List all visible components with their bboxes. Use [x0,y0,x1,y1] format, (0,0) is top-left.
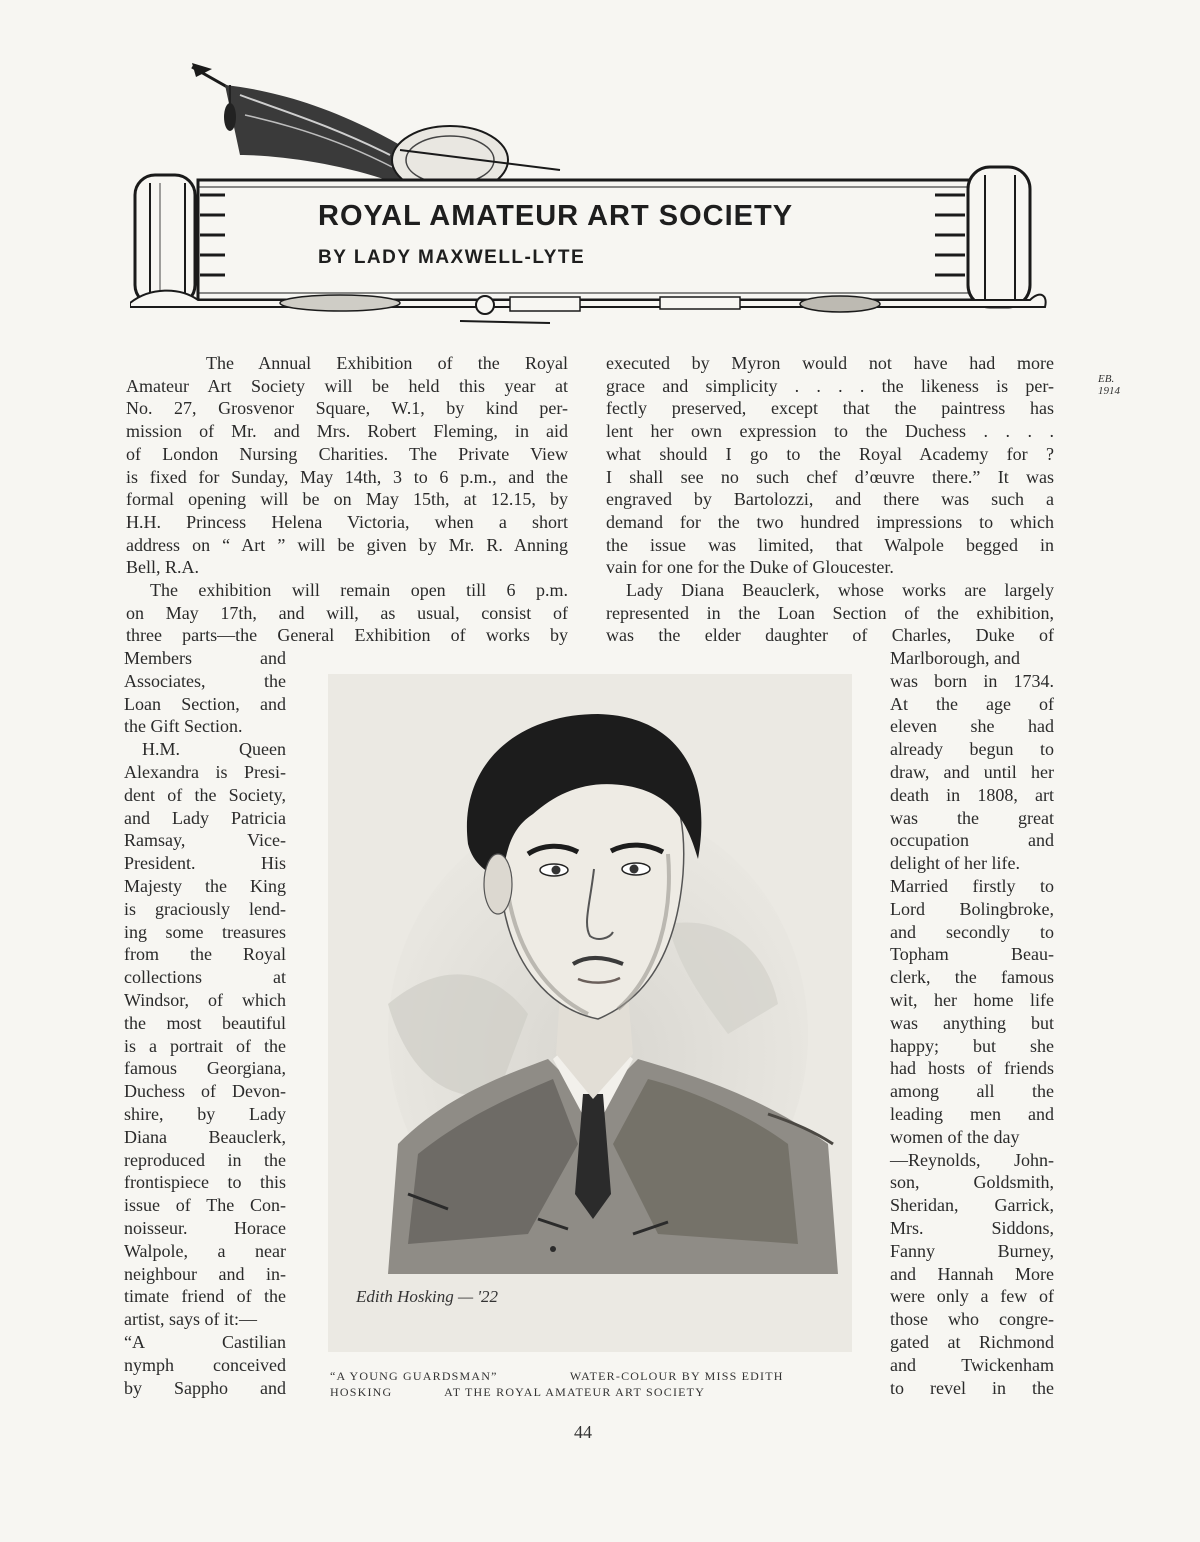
text-line: draw, and until her [890,761,1054,782]
text-line: Marlborough, and [890,648,1020,668]
text-line: clerk, the famous [890,967,1054,988]
text-line: H.H. Princess Helena Victoria, when a short [126,511,568,532]
caption-artist: HOSKING [330,1385,393,1399]
young-guardsman-watercolour [328,674,852,1352]
text-line: fectly preserved, except that the paintress has [606,398,1054,419]
caption-credit: WATER-COLOUR BY MISS EDITH [569,1369,784,1383]
text-line: Ramsay, Vice- [124,830,286,851]
text-line: the most beautiful [124,1012,286,1033]
text-line: and Lady Patricia [124,807,286,828]
text-line: mission of Mr. and Mrs. Robert Fleming, in aid [126,421,568,442]
text-line: the issue was limited, that Walpole begged in [606,534,1054,555]
left-wrap-text [124,647,286,1399]
paragraph-2 [126,579,568,647]
text-line: shire, by Lady [124,1103,286,1124]
page-number: 44 [574,1422,592,1442]
text-line: among all the [890,1081,1054,1102]
text-line: timate friend of the [124,1286,286,1307]
text-line: artist, says of it:— [124,1309,257,1330]
text-line: frontispiece to this [124,1172,286,1193]
text-line: Lord Bolingbroke, [890,898,1054,919]
text-line: three parts—the General Exhibition of works by [126,625,568,646]
text-line: collections at [124,967,286,988]
text-line: formal opening will be on May 15th, at 12.15, by [126,489,568,510]
right-wrap-text [890,647,1054,1399]
text-line: Sheridan, Garrick, [890,1195,1054,1216]
text-line: demand for the two hundred impressions to which [606,511,1054,532]
left-column-text [126,352,568,647]
text-line: Duchess of Devon- [124,1081,286,1102]
text-line: eleven she had [890,716,1054,737]
text-line: Majesty the King [124,875,286,896]
text-line: already begun to [890,739,1054,760]
text-line: occupation and [890,830,1054,851]
text-line: what should I go to the Royal Academy for ? [606,443,1054,464]
text-line: nymph conceived [124,1354,286,1375]
caption-line-2 [330,1384,850,1400]
text-line: happy; but she [890,1035,1054,1056]
paragraph-3 [606,352,1054,579]
text-line: son, Goldsmith, [890,1172,1054,1193]
text-line: Married firstly to [890,875,1054,896]
text-line: is graciously lend- [124,898,286,919]
text-line: and Hannah More [890,1263,1054,1284]
text-line: Fanny Burney, [890,1240,1054,1261]
text-line: were only a few of [890,1286,1054,1307]
text-line: Topham Beau- [890,944,1054,965]
text-line: I shall see no such chef d’œuvre there.” It was [606,466,1054,487]
text-line: by Sappho and [124,1377,286,1398]
text-line: Members and [124,648,286,668]
text-line: and secondly to [890,921,1054,942]
text-line: Amateur Art Society will be held this year at [126,375,568,396]
text-line: those who congre- [890,1309,1054,1330]
text-line: Alexandra is Presi- [124,761,286,782]
text-line: was anything but [890,1012,1054,1033]
article-byline: BY LADY MAXWELL-LYTE [318,247,586,268]
text-line: and Twickenham [890,1354,1054,1375]
text-line: lent her own expression to the Duchess . . . . [606,421,1054,442]
paragraph-1 [126,352,568,579]
text-line: dent of the Society, [124,784,286,805]
text-line: death in 1808, art [890,784,1054,805]
text-line: issue of The Con- [124,1195,286,1216]
text-line: grace and simplicity . . . . the likeness is per- [606,375,1054,396]
painter-signature: Edith Hosking — '22 [356,1287,498,1306]
text-line: was the great [890,807,1054,828]
caption-venue: AT THE ROYAL AMATEUR ART SOCIETY [444,1385,706,1399]
text-line: famous Georgiana, [124,1058,286,1079]
figure-caption [330,1368,850,1400]
caption-line-1 [330,1368,850,1384]
text-line: women of the day [890,1126,1020,1147]
text-line: gated at Richmond [890,1331,1054,1352]
text-line: Bell, R.A. [126,557,200,578]
caption-title: “A YOUNG GUARDSMAN” [330,1369,498,1383]
text-line: wit, her home life [890,989,1054,1010]
text-line: President. His [124,853,286,874]
text-line: reproduced in the [124,1149,286,1170]
portrait-illustration [328,674,852,1352]
text-line: Associates, the [124,670,286,691]
text-line: “A Castilian [124,1331,286,1352]
text-line: was born in 1734. [890,670,1054,691]
artist-monogram: EB. 1914 [1098,373,1120,397]
text-line: ing some treasures [124,921,286,942]
text-line: of London Nursing Charities. The Private View [126,443,568,464]
scroll-banner-illustration [130,55,1050,335]
text-line: address on “ Art ” will be given by Mr. R. Anning [126,534,568,555]
text-line: —Reynolds, John- [890,1149,1054,1170]
text-line: Mrs. Siddons, [890,1217,1054,1238]
text-line: Loan Section, and [124,693,286,714]
text-line: vain for one for the Duke of Gloucester. [606,557,894,578]
text-line: had hosts of friends [890,1058,1054,1079]
text-line: delight of her life. [890,853,1020,874]
text-line: The Annual Exhibition of the Royal [206,353,568,373]
text-line: The exhibition will remain open till 6 p.m. [150,580,568,601]
text-line: Windsor, of which [124,989,286,1010]
text-line: represented in the Loan Section of the exhibition, [606,602,1054,623]
text-line: Diana Beauclerk, [124,1126,286,1147]
text-line: was the elder daughter of Charles, Duke of [606,625,1054,646]
right-column-text [606,352,1054,647]
text-line: leading men and [890,1103,1054,1124]
text-line: noisseur. Horace [124,1217,286,1238]
paragraph-4 [606,579,1054,647]
text-line: No. 27, Grosvenor Square, W.1, by kind per- [126,398,568,419]
article-title: ROYAL AMATEUR ART SOCIETY [318,200,794,232]
text-line: Lady Diana Beauclerk, whose works are largely [626,580,1054,601]
text-line: from the Royal [124,944,286,965]
text-line: H.M. Queen [142,739,286,760]
text-line: to revel in the [890,1377,1054,1398]
text-line: the Gift Section. [124,716,243,737]
text-line: is fixed for Sunday, May 14th, 3 to 6 p.m., and the [126,466,568,487]
text-line: is a portrait of the [124,1035,286,1056]
text-line: executed by Myron would not have had more [606,353,1054,373]
text-line: Walpole, a near [124,1240,286,1261]
text-line: engraved by Bartolozzi, and there was such a [606,489,1054,510]
text-line: on May 17th, and will, as usual, consist of [126,602,568,623]
text-line: neighbour and in- [124,1263,286,1284]
text-line: At the age of [890,693,1054,714]
